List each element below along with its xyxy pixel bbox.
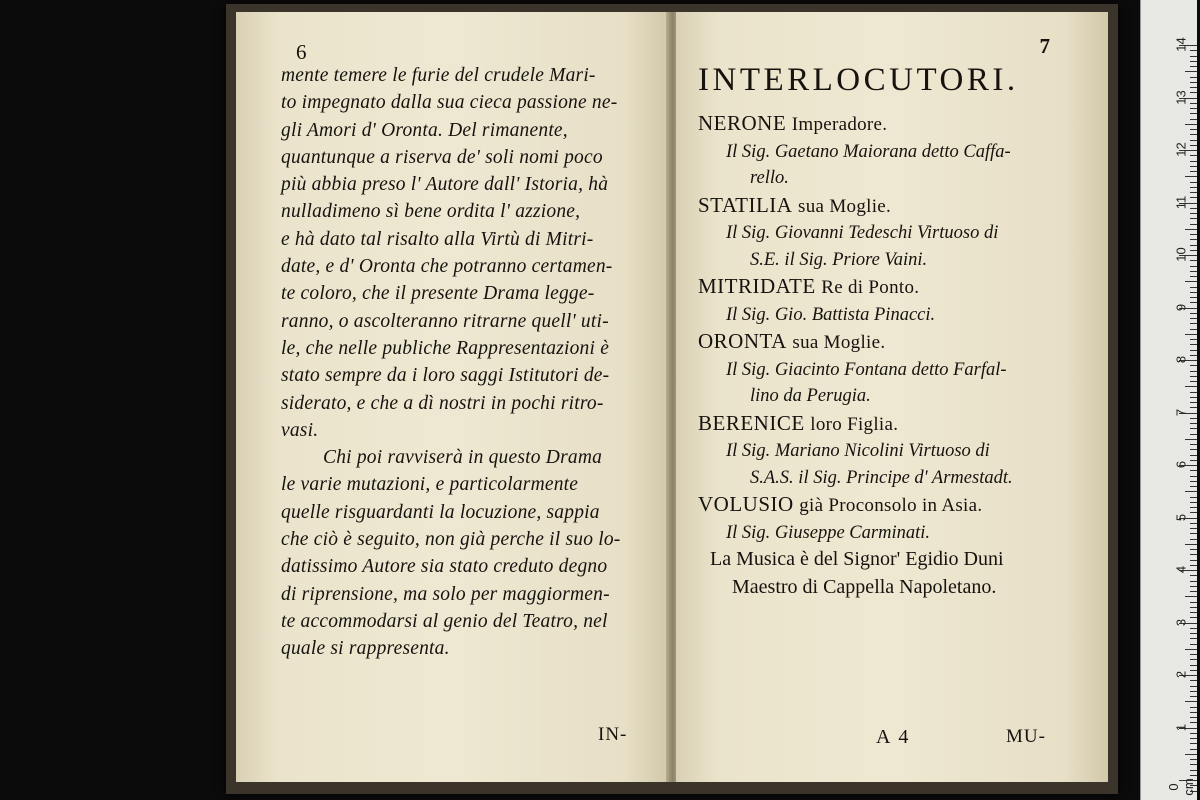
ruler-tick (1190, 381, 1197, 382)
catchword-left: IN- (598, 724, 628, 745)
ruler-tick (1190, 602, 1197, 603)
ruler-tick (1190, 549, 1197, 550)
cast-singer: Il Sig. Giovanni Tedeschi Virtuoso di (726, 223, 999, 243)
ruler-tick (1190, 717, 1197, 718)
ruler-tick (1190, 266, 1197, 267)
ruler-tick (1190, 423, 1197, 424)
ruler-label: 6 (1173, 460, 1189, 469)
ruler-tick (1190, 339, 1197, 340)
ruler-tick (1190, 502, 1197, 503)
ruler-tick (1190, 460, 1197, 461)
signature-mark: A 4 (876, 726, 911, 748)
ruler-tick (1185, 281, 1197, 282)
text-line: le varie mutazioni, e particolarmente (281, 474, 579, 496)
text-line: nulladimeno sì bene ordita l' azzione, (281, 201, 581, 223)
text-line: te accommodarsi al genio del Teatro, nel (281, 610, 608, 632)
ruler-tick (1190, 407, 1197, 408)
page-number-left: 6 (296, 40, 307, 64)
ruler-label: 1 (1173, 723, 1189, 731)
ruler-tick (1190, 218, 1197, 219)
ruler-label: 13 (1173, 89, 1189, 105)
ruler-tick (1190, 691, 1197, 692)
ruler-tick (1190, 129, 1197, 130)
text-line: le, che nelle publiche Rappresentazioni è (281, 337, 610, 359)
ruler-label: 4 (1173, 565, 1189, 574)
ruler-tick (1190, 539, 1197, 540)
cast-role: BERENICE loro Figlia. (698, 410, 899, 435)
ruler-tick (1190, 633, 1197, 634)
ruler-tick (1190, 245, 1197, 246)
ruler-tick (1190, 696, 1197, 697)
ruler-tick (1190, 292, 1197, 293)
ruler-tick (1185, 334, 1197, 335)
ruler-label: 11 (1173, 195, 1189, 209)
ruler-tick (1190, 350, 1197, 351)
ruler-tick (1190, 722, 1197, 723)
text-line: stato sempre da i loro saggi Istitutori de- (281, 365, 610, 387)
ruler-tick (1190, 197, 1197, 198)
ruler-label: 9 (1173, 303, 1189, 311)
cast-singer: lino da Perugia. (750, 386, 871, 406)
ruler-label: 2 (1173, 670, 1189, 679)
ruler-tick (1190, 77, 1197, 78)
ruler-tick (1190, 108, 1197, 109)
measuring-ruler (1140, 0, 1197, 800)
text-line: quale si rappresenta. (281, 638, 450, 660)
ruler-label: 14 (1173, 37, 1189, 52)
ruler-tick (1190, 507, 1197, 508)
ruler-tick (1190, 497, 1197, 498)
ruler-label: 7 (1173, 408, 1189, 416)
ruler-tick (1190, 145, 1197, 146)
ruler-tick (1190, 355, 1197, 356)
ruler-tick (1190, 323, 1197, 324)
ruler-tick (1190, 591, 1197, 592)
right-page (676, 12, 1108, 782)
text-line: che ciò è seguito, non già perche il suo lo- (281, 529, 621, 551)
ruler-tick (1190, 376, 1197, 377)
ruler-tick (1185, 649, 1197, 650)
ruler-tick (1190, 250, 1197, 251)
ruler-tick (1190, 565, 1197, 566)
ruler-tick (1190, 638, 1197, 639)
ruler-tick (1190, 192, 1197, 193)
left-page-body (281, 62, 651, 663)
ruler-tick (1190, 586, 1197, 587)
ruler-tick (1190, 82, 1197, 83)
ruler-tick (1190, 371, 1197, 372)
ruler-tick (1185, 439, 1197, 440)
ruler-tick (1190, 644, 1197, 645)
cast-singer: Il Sig. Giacinto Fontana detto Farfal- (726, 359, 1007, 380)
cast-singer: Il Sig. Mariano Nicolini Virtuoso di (726, 441, 990, 461)
ruler-tick (1190, 665, 1197, 666)
ruler-label: 3 (1173, 618, 1189, 626)
text-line: siderato, e che a dì nostri in pochi ritro- (281, 392, 604, 414)
ruler-tick (1190, 402, 1197, 403)
catchword-right: MU- (1006, 726, 1046, 747)
ruler-tick (1185, 386, 1197, 387)
ruler-tick (1190, 87, 1197, 88)
cast-singer: S.E. il Sig. Priore Vaini. (750, 249, 928, 270)
text-line: to impegnato dalla sua cieca passione ne- (281, 92, 618, 114)
ruler-label: 5 (1173, 513, 1189, 521)
ruler-tick (1190, 113, 1197, 114)
ruler-tick (1190, 707, 1197, 708)
cast-role: VOLUSIO già Proconsolo in Asia. (698, 492, 983, 516)
ruler-tick (1190, 392, 1197, 393)
ruler-tick (1190, 61, 1197, 62)
ruler-tick (1190, 119, 1197, 120)
ruler-tick (1185, 596, 1197, 597)
ruler-tick (1190, 155, 1197, 156)
ruler-tick (1190, 297, 1197, 298)
text-line: gli Amori d' Oronta. Del rimanente, (281, 119, 568, 141)
ruler-tick (1185, 544, 1197, 545)
cast-role: ORONTA sua Moglie. (698, 329, 886, 353)
cast-singer: Il Sig. Gaetano Maiorana detto Caffa- (726, 141, 1011, 162)
ruler-tick (1190, 140, 1197, 141)
ruler-tick (1190, 434, 1197, 435)
ruler-label: 12 (1173, 142, 1189, 157)
ruler-tick (1190, 523, 1197, 524)
ruler-tick (1190, 318, 1197, 319)
ruler-tick (1190, 486, 1197, 487)
text-line: quelle risguardanti la locuzione, sappia (281, 501, 600, 523)
ruler-tick (1185, 701, 1197, 702)
page-number-right: 7 (1039, 34, 1050, 58)
ruler-tick (1190, 512, 1197, 513)
ruler-tick (1190, 481, 1197, 482)
ruler-tick (1190, 344, 1197, 345)
ruler-tick (1190, 749, 1197, 750)
ruler-label: 0 cm (1166, 778, 1196, 796)
ruler-tick (1190, 313, 1197, 314)
ruler-tick (1190, 628, 1197, 629)
text-line: ranno, o ascolteranno ritrarne quell' uti- (281, 310, 609, 332)
ruler-tick (1185, 754, 1197, 755)
ruler-tick (1190, 418, 1197, 419)
music-credit-line: Maestro di Cappella Napoletano. (732, 576, 997, 598)
ruler-tick (1190, 449, 1197, 450)
text-line: date, e d' Oronta che potranno certamen- (281, 256, 613, 278)
open-book (226, 4, 1118, 794)
ruler-tick (1190, 276, 1197, 277)
text-line: quantunque a riserva de' soli nomi poco (281, 146, 603, 168)
cast-role: STATILIA sua Moglie. (698, 192, 892, 217)
cast-singer: Il Sig. Gio. Battista Pinacci. (726, 304, 936, 325)
ruler-tick (1190, 103, 1197, 104)
ruler-tick (1190, 213, 1197, 214)
left-page (236, 12, 668, 782)
ruler-tick (1190, 659, 1197, 660)
text-line: e hà dato tal risalto alla Virtù di Mitri- (281, 228, 594, 250)
cast-heading: INTERLOCUTORI. (698, 62, 1019, 98)
ruler-tick (1190, 224, 1197, 225)
ruler-tick (1190, 759, 1197, 760)
ruler-tick (1190, 161, 1197, 162)
ruler-tick (1190, 365, 1197, 366)
music-credit (710, 545, 1004, 601)
ruler-tick (1190, 66, 1197, 67)
ruler-label: 10 (1173, 247, 1189, 262)
ruler-tick (1190, 612, 1197, 613)
ruler-tick (1190, 470, 1197, 471)
ruler-tick (1190, 712, 1197, 713)
ruler-tick (1185, 124, 1197, 125)
text-line: più abbia preso l' Autore dall' Istoria, hà (281, 174, 609, 196)
ruler-tick (1190, 743, 1197, 744)
cast-list (698, 110, 1098, 546)
cast-singer: S.A.S. il Sig. Principe d' Armestadt. (750, 467, 1013, 488)
text-line: datissimo Autore sia stato creduto degno (281, 556, 608, 578)
ruler-tick (1190, 764, 1197, 765)
ruler-tick (1190, 166, 1197, 167)
text-line: vasi. (281, 419, 319, 441)
cast-role: MITRIDATE Re di Ponto. (698, 274, 920, 298)
ruler-tick (1190, 187, 1197, 188)
ruler-tick (1190, 617, 1197, 618)
music-credit-line: La Musica è del Signor' Egidio Duni (710, 548, 1004, 570)
text-line: di riprensione, ma solo per maggiormen- (281, 583, 610, 605)
ruler-tick (1190, 182, 1197, 183)
ruler-tick (1190, 670, 1197, 671)
ruler-tick (1190, 654, 1197, 655)
text-line: mente temere le furie del crudele Mari- (281, 65, 596, 86)
ruler-tick (1190, 528, 1197, 529)
ruler-tick (1190, 444, 1197, 445)
ruler-tick (1190, 234, 1197, 235)
ruler-tick (1190, 50, 1197, 51)
ruler-tick (1190, 329, 1197, 330)
ruler-tick (1190, 302, 1197, 303)
ruler-tick (1190, 575, 1197, 576)
ruler-tick (1185, 229, 1197, 230)
ruler-tick (1190, 476, 1197, 477)
ruler-tick (1190, 775, 1197, 776)
ruler-tick (1190, 581, 1197, 582)
ruler-tick (1190, 455, 1197, 456)
ruler-tick (1185, 71, 1197, 72)
ruler-tick (1190, 171, 1197, 172)
ruler-tick (1190, 260, 1197, 261)
ruler-tick (1190, 134, 1197, 135)
ruler-tick (1185, 491, 1197, 492)
ruler-tick (1190, 733, 1197, 734)
ruler-tick (1190, 560, 1197, 561)
ruler-tick (1190, 428, 1197, 429)
text-line: te coloro, che il presente Drama legge- (281, 283, 595, 305)
ruler-tick (1190, 738, 1197, 739)
ruler-tick (1190, 686, 1197, 687)
ruler-tick (1190, 239, 1197, 240)
cast-singer: Il Sig. Giuseppe Carminati. (726, 522, 931, 543)
ruler-tick (1190, 92, 1197, 93)
ruler-tick (1185, 176, 1197, 177)
cast-singer: rello. (750, 168, 789, 188)
ruler-tick (1190, 271, 1197, 272)
ruler-tick (1190, 607, 1197, 608)
ruler-tick (1190, 397, 1197, 398)
ruler-tick (1190, 56, 1197, 57)
ruler-tick (1190, 208, 1197, 209)
cast-role: NERONE Imperadore. (698, 111, 888, 135)
ruler-label: 8 (1173, 355, 1189, 364)
text-line: Chi poi ravviserà in questo Drama (323, 447, 603, 469)
ruler-tick (1190, 533, 1197, 534)
ruler-tick (1190, 287, 1197, 288)
ruler-tick (1190, 554, 1197, 555)
ruler-tick (1190, 680, 1197, 681)
ruler-tick (1190, 770, 1197, 771)
